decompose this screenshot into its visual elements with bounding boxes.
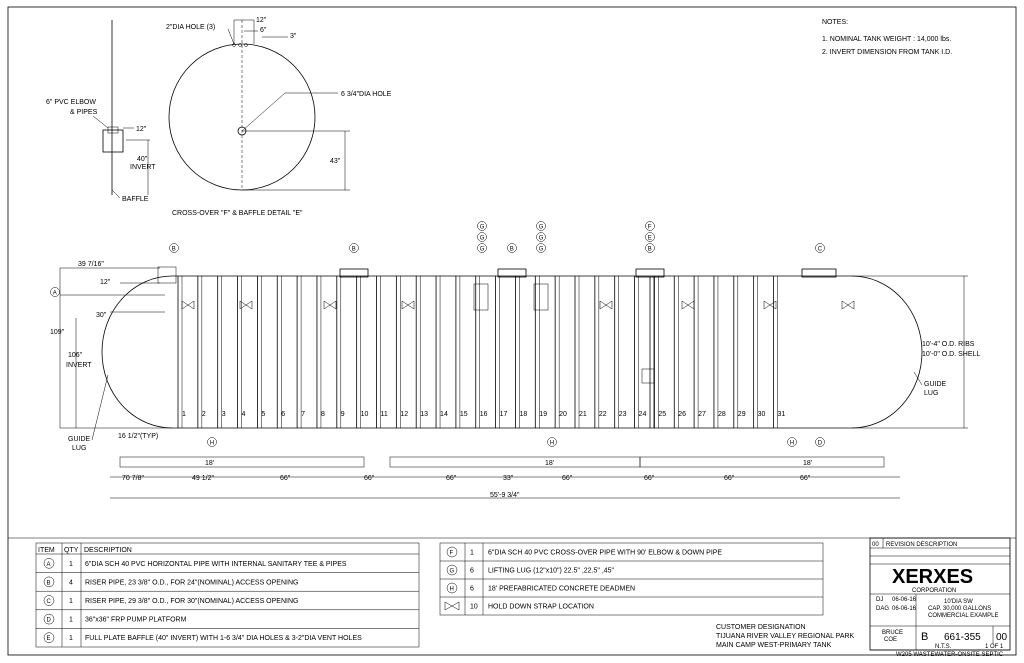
rib-number: 31 — [777, 411, 786, 418]
item-description: LIFTING LUG (12"x10") 22.5" ,22.5" ,45" — [488, 567, 615, 575]
item-letter: E — [46, 636, 51, 643]
rib-number: 29 — [737, 411, 746, 418]
rib-number: 14 — [440, 411, 448, 418]
rib-number: 30 — [757, 411, 766, 418]
bottom-dimension: 66" — [446, 475, 457, 482]
item-description: RISER PIPE, 29 3/8" O.D., FOR 30"(NOMINAL) ACCESS OPENING — [85, 598, 299, 605]
svg-text:40": 40" — [137, 156, 148, 163]
callout-letter: B — [351, 246, 356, 253]
svg-text:109": 109" — [50, 329, 65, 336]
svg-text:00: 00 — [996, 632, 1008, 643]
item-letter: D — [46, 617, 51, 624]
svg-text:LUG: LUG — [72, 445, 87, 452]
rib-numbers — [182, 411, 785, 418]
rib-number: 26 — [678, 411, 687, 418]
rib-number: 1 — [182, 411, 186, 418]
callout-letter: G — [538, 235, 544, 242]
svg-text:16 1/2"(TYP): 16 1/2"(TYP) — [118, 433, 159, 440]
header-qty: QTY — [64, 547, 79, 554]
callout-letter: F — [647, 224, 652, 231]
svg-text:00: 00 — [872, 542, 879, 548]
item-letter: G — [449, 568, 455, 575]
item-description: 6"DIA SCH 40 PVC CROSS-OVER PIPE WITH 90' ELBOW & DOWN PIPE — [488, 549, 723, 557]
svg-text:LUG: LUG — [924, 390, 939, 397]
strap-marker — [402, 301, 414, 309]
bottom-dimensions — [110, 475, 900, 482]
deadman-2 — [390, 457, 640, 467]
rib-number: 4 — [241, 411, 246, 418]
item-qty: 6 — [470, 567, 474, 575]
item-qty: 1 — [69, 598, 73, 605]
callout-letter: B — [509, 246, 514, 253]
svg-text:B: B — [921, 631, 929, 643]
rib-number: 17 — [499, 411, 508, 418]
customer-line2: MAIN CAMP WEST-PRIMARY TANK — [716, 642, 832, 649]
rib-number: 27 — [698, 411, 706, 418]
strap-marker — [682, 301, 694, 309]
callout-letter: C — [817, 246, 823, 253]
bottom-dimension: 66" — [562, 475, 573, 482]
detail-caption: CROSS-OVER "F" & BAFFLE DETAIL "E" — [172, 210, 303, 217]
item-qty: 1 — [69, 560, 73, 568]
customer-heading: CUSTOMER DESIGNATION — [716, 624, 806, 631]
item-qty: 1 — [470, 549, 474, 557]
svg-text:06-06-16: 06-06-16 — [892, 606, 917, 612]
callout-letter: G — [479, 224, 485, 231]
right-end-cap — [852, 276, 922, 428]
svg-text:DJ: DJ — [876, 597, 884, 603]
rib-number: 18 — [519, 411, 528, 418]
lifting-lug-2 — [534, 284, 548, 310]
svg-text:10'DIA SW: 10'DIA SW — [944, 599, 973, 605]
callout-letter: G — [538, 246, 544, 253]
rib-number: 9 — [340, 411, 345, 418]
svg-text:INVERT: INVERT — [130, 164, 156, 171]
rib-number: 19 — [539, 411, 548, 418]
hole-label: 2"DIA HOLE (3) — [166, 24, 216, 31]
company-name: XERXES — [892, 566, 974, 588]
rib-number: 25 — [658, 411, 667, 418]
callout-letter: G — [538, 224, 544, 231]
item-letter: F — [449, 550, 454, 557]
svg-text:BRUCE: BRUCE — [882, 630, 904, 636]
tank-elevation — [50, 261, 980, 499]
callout-letter: H — [209, 440, 215, 447]
rib-number: 24 — [638, 411, 647, 418]
item-description: 18' PREFABRICATED CONCRETE DEADMEN — [488, 585, 636, 593]
crossover-detail — [46, 17, 392, 217]
bottom-dimension: 70 7/8" — [122, 475, 144, 482]
rib-number: 16 — [479, 411, 488, 418]
hold-down-straps — [182, 301, 854, 309]
item-qty: 4 — [69, 579, 73, 587]
bottom-dimension: 66" — [800, 475, 811, 482]
rib-number: 11 — [380, 411, 388, 418]
item-table-right — [440, 543, 823, 615]
rib-number: 7 — [301, 411, 306, 418]
callout-letter: H — [549, 440, 555, 447]
rib-number: 10 — [360, 411, 369, 418]
callout-letter: G — [479, 246, 485, 253]
deadman-1 — [120, 457, 364, 467]
bottom-dimension: 66" — [280, 475, 291, 482]
center-hole-label: 6 3/4"DIA HOLE — [341, 91, 392, 98]
svg-text:18': 18' — [205, 460, 215, 467]
bottom-dimension: 66" — [364, 475, 375, 482]
strap-marker — [842, 301, 854, 309]
rib-number: 20 — [559, 411, 567, 418]
elbow-pipe — [103, 130, 123, 152]
rib-number: 12 — [400, 411, 409, 418]
rib-number: 22 — [598, 411, 607, 418]
svg-text:INVERT: INVERT — [66, 362, 92, 369]
svg-text:10'-0" O.D. SHELL: 10'-0" O.D. SHELL — [922, 351, 981, 358]
strap-marker — [600, 301, 612, 309]
rib-number: 6 — [281, 411, 286, 418]
svg-text:18': 18' — [803, 460, 813, 467]
sheet-border — [8, 7, 1016, 655]
note-2: 2. INVERT DIMENSION FROM TANK I.D. — [822, 49, 953, 56]
rib-number: 21 — [579, 411, 587, 418]
callout-letter: A — [52, 290, 57, 297]
header-item: ITEM — [38, 547, 55, 554]
header-description: DESCRIPTION — [84, 547, 132, 554]
svg-text:12": 12" — [256, 17, 267, 24]
svg-text:N.T.S.: N.T.S. — [935, 644, 952, 650]
svg-text:W205 WASTEWATER-ONSITE SEPTIC: W205 WASTEWATER-ONSITE SEPTIC — [896, 652, 1004, 658]
overall-length: 55'-9 3/4" — [490, 492, 520, 499]
svg-text:6" PVC ELBOW: 6" PVC ELBOW — [46, 99, 96, 106]
notes — [822, 19, 952, 56]
svg-text:06-06-16: 06-06-16 — [892, 597, 917, 603]
svg-text:39 7/16": 39 7/16" — [78, 261, 104, 268]
baffle-label: BAFFLE — [122, 196, 149, 203]
item-table-left — [36, 543, 419, 647]
rib-number: 15 — [459, 411, 468, 418]
strap-marker — [324, 301, 336, 309]
svg-text:10'-4" O.D. RIBS: 10'-4" O.D. RIBS — [922, 341, 975, 348]
crossover-elbow — [642, 369, 654, 383]
item-qty: 6 — [470, 585, 474, 593]
item-qty: 1 — [69, 635, 73, 643]
rib-number: 5 — [261, 411, 266, 418]
strap-marker — [182, 301, 194, 309]
callout-letter: D — [817, 440, 823, 447]
item-letter: H — [449, 586, 454, 593]
rib-number: 8 — [320, 411, 325, 418]
svg-text:GUIDE: GUIDE — [68, 436, 91, 443]
bottom-dimension: 66" — [724, 475, 735, 482]
item-qty: 10 — [470, 603, 478, 611]
svg-text:1 OF 1: 1 OF 1 — [985, 644, 1004, 650]
svg-text:COE: COE — [884, 637, 898, 643]
company-corporation: CORPORATION — [912, 588, 957, 594]
svg-text:COMMERCIAL EXAMPLE: COMMERCIAL EXAMPLE — [928, 613, 999, 619]
svg-text:CAP. 30,000 GALLONS: CAP. 30,000 GALLONS — [928, 606, 992, 612]
rib-number: 13 — [420, 411, 428, 418]
strap-symbol — [445, 602, 459, 610]
svg-text:106": 106" — [68, 352, 83, 359]
svg-text:REVISION DESCRIPTION: REVISION DESCRIPTION — [886, 542, 958, 548]
item-description: FULL PLATE BAFFLE (40" INVERT) WITH 1-6 3/4" DIA HOLES & 3-2"DIA VENT HOLES — [85, 635, 362, 643]
svg-text:18': 18' — [545, 460, 555, 467]
svg-text:6": 6" — [260, 27, 267, 34]
title-block — [870, 538, 1010, 658]
bottom-dimension: 66" — [644, 475, 655, 482]
svg-text:3": 3" — [290, 33, 297, 40]
bottom-dimension: 33" — [503, 475, 514, 482]
rib-number: 2 — [201, 411, 206, 418]
callout-letter: G — [479, 235, 485, 242]
svg-text:& PIPES: & PIPES — [70, 109, 98, 116]
rib-number: 28 — [717, 411, 726, 418]
drawing-number: 661-355 — [944, 632, 981, 643]
deadman-3 — [640, 457, 884, 467]
callout-letter: E — [647, 235, 652, 242]
notes-heading: NOTES: — [822, 19, 849, 26]
inlet-pipe — [158, 267, 176, 283]
item-letter: B — [46, 580, 51, 587]
item-letter: C — [46, 599, 51, 605]
customer-designation — [716, 624, 855, 649]
callout-letter: B — [647, 246, 652, 253]
customer-line1: TIJUANA RIVER VALLEY REGIONAL PARK — [716, 633, 855, 640]
item-description: HOLD DOWN STRAP LOCATION — [488, 603, 594, 611]
item-letter: A — [46, 561, 51, 568]
note-1: 1. NOMINAL TANK WEIGHT : 14,000 lbs. — [822, 36, 952, 43]
callout-balloons — [51, 222, 825, 447]
item-description: 6"DIA SCH 40 PVC HORIZONTAL PIPE WITH INTERNAL SANITARY TEE & PIPES — [85, 560, 347, 568]
bottom-dimension: 49 1/2" — [192, 475, 214, 482]
svg-text:12": 12" — [100, 279, 111, 286]
svg-text:GUIDE: GUIDE — [924, 381, 947, 388]
svg-text:43": 43" — [330, 158, 341, 165]
svg-text:30": 30" — [96, 312, 107, 319]
item-qty: 1 — [69, 616, 73, 624]
strap-marker — [764, 301, 776, 309]
callout-letter: H — [789, 440, 795, 447]
callout-letter: B — [171, 246, 176, 253]
item-description: RISER PIPE, 23 3/8" O.D., FOR 24"(NOMINAL) ACCESS OPENING — [85, 579, 299, 587]
svg-text:DAG: DAG — [876, 606, 890, 612]
left-end-cap — [102, 276, 172, 428]
svg-text:12": 12" — [136, 126, 147, 133]
item-description: 36"x36" FRP PUMP PLATFORM — [85, 616, 187, 624]
rib-number: 3 — [221, 411, 226, 418]
tank-ribs — [178, 276, 778, 428]
rib-number: 23 — [618, 411, 627, 418]
